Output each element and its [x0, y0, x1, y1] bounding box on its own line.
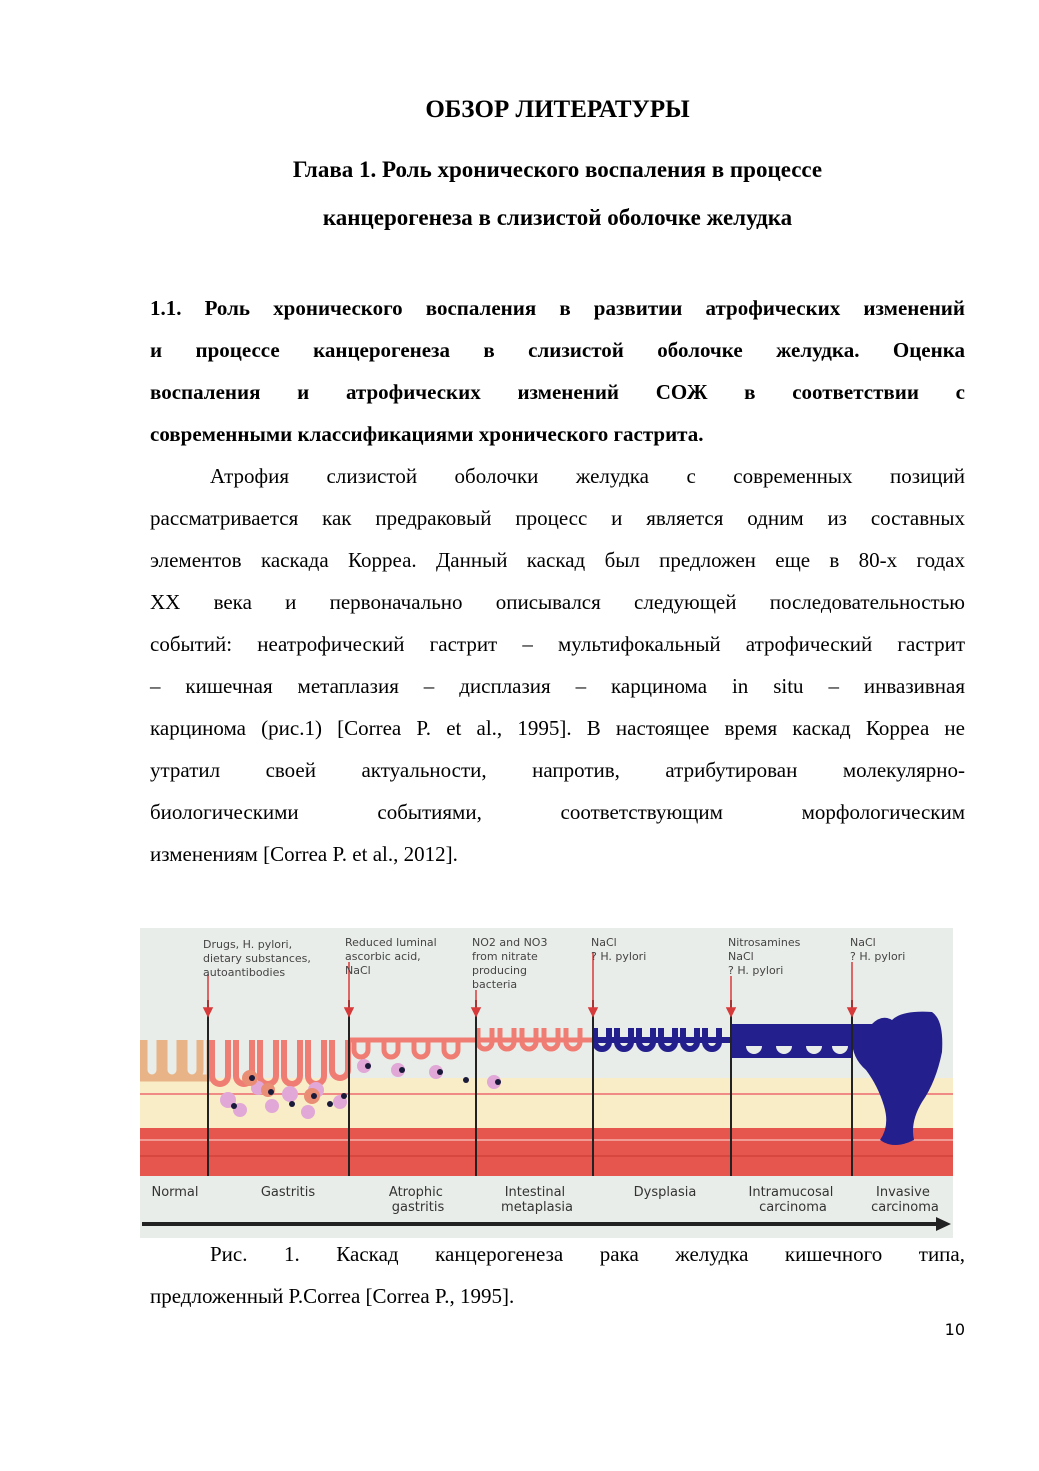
caption-line-2: предложенный P.Correa [Correa P., 1995].	[150, 1284, 515, 1308]
stage-label-normal: Normal	[151, 1185, 199, 1200]
paragraph-line-4: XX века и первоначально описывался следующей последовательностью	[150, 590, 965, 614]
caption-line-1: Рис. 1. Каскад канцерогенеза рака желудка кишечного типа,	[210, 1242, 965, 1266]
paragraph-line-8: утратил своей актуальности, напротив, атрибутирован молекулярно-	[150, 758, 965, 782]
factor-label-3: NO2 and NO3 from nitrate producing bacteria	[472, 936, 548, 991]
factor-label-4: NaCl ? H. pylori	[591, 936, 647, 963]
paragraph-line-10: изменениям [Correa P. et al., 2012].	[150, 842, 458, 866]
chapter-title-line-1: Глава 1. Роль хронического воспаления в процессе	[292, 157, 823, 182]
stage-label-atrophic-gastritis: Atrophic gastritis	[388, 1185, 445, 1215]
section-heading	[150, 287, 965, 455]
chapter-title	[150, 146, 965, 242]
factor-label-6: NaCl ? H. pylori	[850, 936, 906, 963]
stage-label-gastritis: Gastritis	[260, 1185, 316, 1200]
paragraph-line-3: элементов каскада Корреа. Данный каскад был предложен еще в 80-х годах	[150, 548, 965, 572]
stage-label-intestinal-metaplasia: Intestinal metaplasia	[501, 1185, 573, 1215]
section-heading-line-3: воспаления и атрофических изменений СОЖ в соответствии с	[150, 380, 965, 404]
paragraph-line-1: Атрофия слизистой оболочки желудка с современных позиций	[210, 464, 965, 488]
paragraph-line-5: событий: неатрофический гастрит – мультифокальный атрофический гастрит	[150, 632, 965, 656]
stage-label-dysplasia: Dysplasia	[633, 1185, 697, 1200]
muscularis-layer	[140, 1128, 953, 1176]
section-heading-line-1: 1.1. Роль хронического воспаления в развитии атрофических изменений	[150, 296, 965, 320]
paragraph-line-6: – кишечная метаплазия – дисплазия – карцинома in situ – инвазивная	[150, 674, 965, 698]
factor-label-1: Drugs, H. pylori, dietary substances, autoantibodies	[203, 938, 311, 979]
chapter-title-line-2: канцерогенеза в слизистой оболочке желудка	[322, 205, 793, 230]
factor-label-2: Reduced luminal ascorbic acid, NaCl	[345, 936, 437, 977]
section-heading-line-4: современными классификациями хронического гастрита.	[150, 422, 704, 446]
page-number: 10	[944, 1320, 965, 1339]
paragraph-line-2: рассматривается как предраковый процесс и является одним из составных	[150, 506, 965, 530]
factor-label-5: Nitrosamines NaCl ? H. pylori	[728, 936, 801, 977]
page-title: ОБЗОР ЛИТЕРАТУРЫ	[425, 96, 690, 123]
paragraph-line-9: биологическими событиями, соответствующим морфологическим	[150, 800, 965, 824]
figure-caption	[150, 1233, 965, 1317]
stage-label-invasive-carcinoma: Invasive carcinoma	[871, 1185, 939, 1215]
section-heading-line-2: и процессе канцерогенеза в слизистой оболочке желудка. Оценка	[150, 338, 965, 362]
paragraph-line-7: карцинома (рис.1) [Correa P. et al., 1995]. В настоящее время каскад Корреа не	[150, 716, 965, 740]
body-paragraph	[150, 455, 965, 875]
stage-label-intramucosal-carcinoma: Intramucosal carcinoma	[748, 1185, 834, 1215]
correa-cascade-figure	[140, 928, 953, 1238]
